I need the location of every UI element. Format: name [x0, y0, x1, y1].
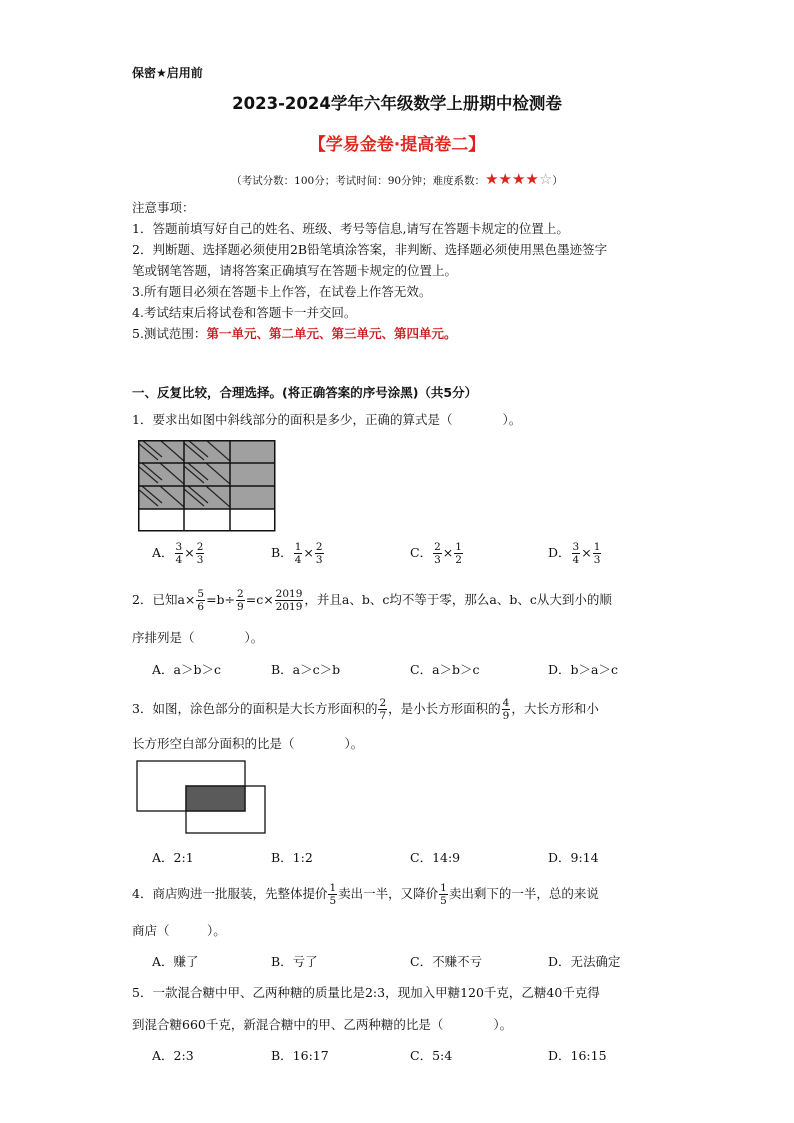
option-D[interactable]: D．b＞a＞c	[548, 662, 618, 677]
option-B[interactable]: B．16:17	[271, 1048, 329, 1063]
q3-text: ，大长方形和小	[511, 701, 599, 716]
q4-text: 卖出剩下的一半，总的来说	[448, 886, 599, 901]
fraction: $\frac{1}{4}$	[294, 541, 302, 566]
multiply-sign: ×	[184, 545, 195, 560]
option-C[interactable]: C．不赚不亏	[410, 954, 483, 969]
question-3-line-1	[132, 697, 599, 722]
option-B[interactable]: B．亏了	[271, 954, 318, 969]
option-A[interactable]: A．a＞b＞c	[152, 662, 221, 677]
fraction: $\frac{2}{3}$	[315, 541, 323, 566]
scope-label: 5.测试范围：	[132, 326, 207, 341]
option-A[interactable]: A．2:3	[152, 1048, 194, 1063]
option-C[interactable]	[410, 541, 464, 566]
option-D[interactable]	[548, 541, 602, 566]
note-scope	[132, 324, 456, 342]
fraction: $\frac{2019}{2019}$	[275, 588, 303, 613]
shaded-area	[138, 440, 275, 509]
q4-text: 4．商店购进一批服装，先整体提价	[132, 886, 328, 901]
fraction: $\frac{1}{5}$	[329, 882, 337, 907]
option-D[interactable]: D．16:15	[548, 1048, 607, 1063]
q1-grid-figure	[138, 440, 278, 532]
q3-text: 3．如图，涂色部分的面积是大长方形面积的	[132, 701, 378, 716]
confidential-label: 保密★启用前	[132, 66, 203, 80]
option-label: B．	[271, 545, 293, 560]
scope-value: 第一单元、第二单元、第三单元、第四单元。	[206, 326, 457, 341]
option-C[interactable]: C．a＞b＞c	[410, 662, 480, 677]
option-B[interactable]	[271, 541, 325, 566]
option-C[interactable]: C．5:4	[410, 1048, 453, 1063]
option-label: D．	[548, 545, 571, 560]
question-2-line-1	[132, 588, 612, 613]
difficulty-stars	[485, 170, 553, 188]
option-D[interactable]: D．无法确定	[548, 954, 621, 969]
fraction: $\frac{1}{5}$	[440, 882, 447, 907]
exam-title: 2023-2024学年六年级数学上册期中检测卷	[232, 94, 562, 113]
q2-text: =b÷	[206, 592, 236, 607]
q2-text: =c×	[245, 592, 274, 607]
option-A[interactable]: A．2:1	[152, 850, 194, 865]
overlap-shaded	[186, 786, 245, 811]
fraction: $\frac{1}{2}$	[455, 541, 462, 566]
option-B[interactable]: B．1:2	[271, 850, 313, 865]
question-1-text: 1．要求出如图中斜线部分的面积是多少，正确的算式是（ ）。	[132, 412, 522, 427]
question-3-line-2: 长方形空白部分面积的比是（ ）。	[132, 736, 364, 751]
q4-text: 卖出一半，又降价	[338, 886, 439, 901]
question-5-line-2: 到混合糖660千克，新混合糖中的甲、乙两种糖的比是（ ）。	[132, 1017, 513, 1032]
q3-text: ，是小长方形面积的	[388, 701, 501, 716]
q3-rectangles-figure	[136, 760, 268, 836]
fraction: $\frac{5}{6}$	[197, 588, 205, 613]
fraction: $\frac{2}{3}$	[196, 541, 204, 566]
exam-info-text: （考试分数：100分；考试时间：90分钟；难度系数：	[231, 175, 486, 187]
q2-text: 2．已知a×	[132, 592, 196, 607]
option-B[interactable]: B．a＞c＞b	[271, 662, 341, 677]
exam-info-close: ）	[552, 175, 563, 187]
fraction: $\frac{3}{4}$	[175, 541, 183, 566]
question-2-line-2: 序排列是（ ）。	[132, 630, 264, 645]
option-D[interactable]: D．9:14	[548, 850, 599, 865]
multiply-sign: ×	[303, 545, 314, 560]
star-empty-icon: ☆	[538, 170, 553, 188]
star-filled-icon: ★	[485, 170, 499, 188]
note-item: 3.所有题目必须在答题卡上作答，在试卷上作答无效。	[132, 284, 432, 299]
star-filled-icon: ★	[511, 170, 526, 188]
notes-heading: 注意事项：	[132, 200, 195, 215]
option-C[interactable]: C．14:9	[410, 850, 461, 865]
fraction: $\frac{2}{9}$	[237, 588, 244, 613]
option-label: C．	[410, 545, 433, 560]
option-A[interactable]: A．赚了	[152, 954, 199, 969]
multiply-sign: ×	[442, 545, 454, 560]
note-item: 4.考试结束后将试卷和答题卡一并交回。	[132, 305, 357, 320]
note-item: 2．判断题、选择题必须使用2B铅笔填涂答案，非判断、选择题必须使用黑色墨迹签字	[132, 242, 608, 257]
question-4-line-1	[132, 882, 599, 907]
exam-subtitle: 【学易金卷·提高卷二】	[308, 135, 486, 155]
question-4-line-2: 商店（ ）。	[132, 923, 226, 938]
option-label: A．	[152, 545, 174, 560]
multiply-sign: ×	[581, 545, 592, 560]
fraction: $\frac{2}{3}$	[434, 541, 441, 566]
option-A[interactable]	[152, 541, 205, 566]
fraction: $\frac{2}{7}$	[379, 697, 387, 722]
question-5-line-1: 5．一款混合糖中甲、乙两种糖的质量比是2:3，现加入甲糖120千克，乙糖40千克得	[132, 985, 600, 1000]
fraction: $\frac{4}{9}$	[502, 697, 510, 722]
q2-text: ，并且a、b、c均不等于零，那么a、b、c从大到小的顺	[304, 592, 612, 607]
note-item: 笔或钢笔答题，请将答案正确填写在答题卡规定的位置上。	[132, 263, 458, 278]
section-1-title: 一、反复比较，合理选择。(将正确答案的序号涂黑)（共5分）	[132, 385, 478, 400]
star-filled-icon: ★	[525, 170, 539, 188]
exam-info	[0, 170, 794, 188]
star-filled-icon: ★	[498, 170, 512, 188]
fraction: $\frac{1}{3}$	[593, 541, 601, 566]
note-item: 1．答题前填写好自己的姓名、班级、考号等信息,请写在答题卡规定的位置上。	[132, 221, 569, 236]
fraction: $\frac{3}{4}$	[572, 541, 580, 566]
